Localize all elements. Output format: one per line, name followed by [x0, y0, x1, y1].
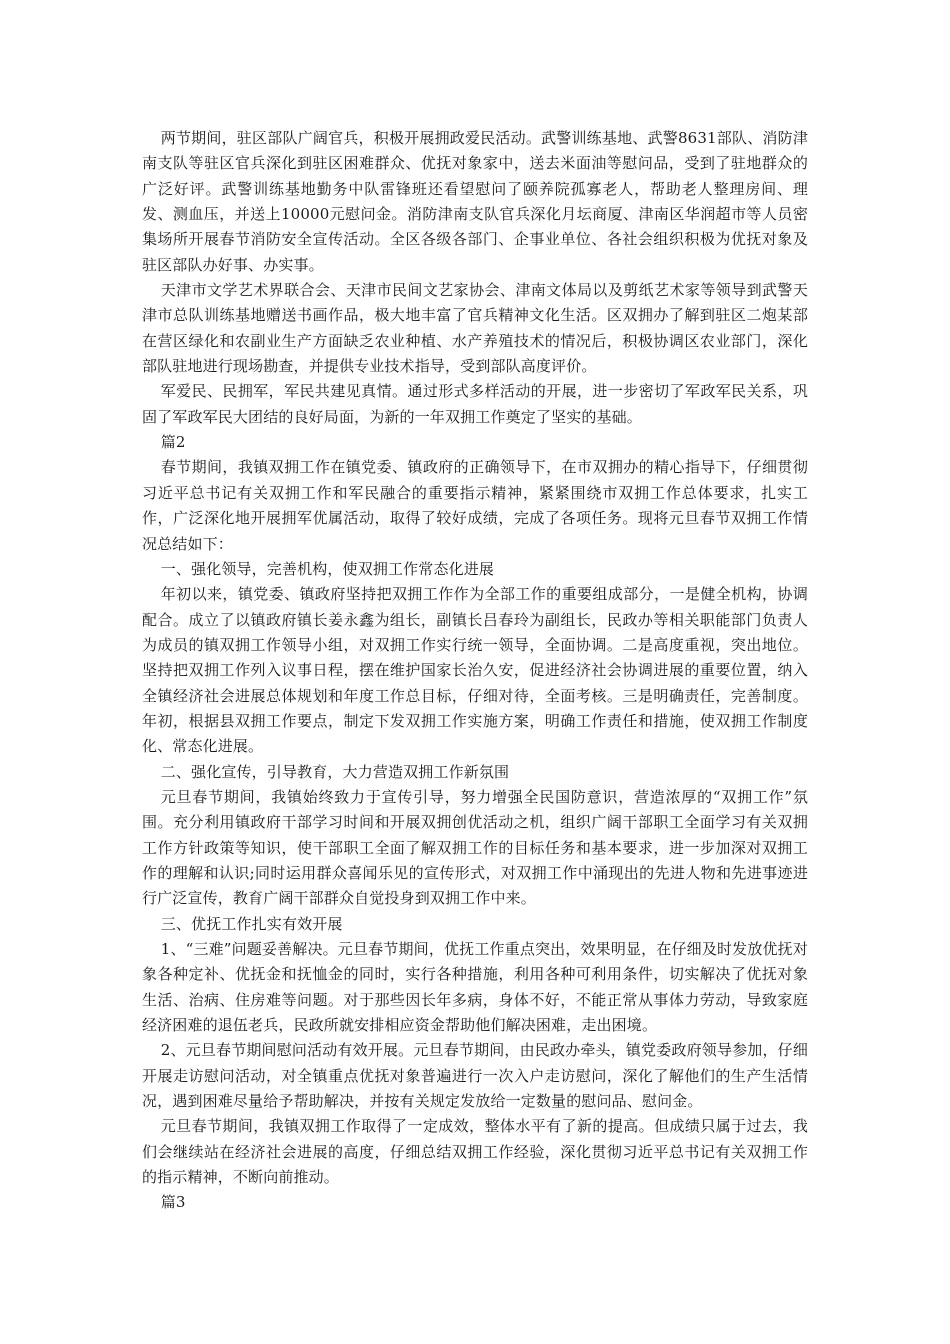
section-label-pian3: 篇3 [160, 1193, 186, 1212]
heading-three: 三、优抚工作扎实有效开展 [160, 914, 343, 933]
paragraph-8: 2、元旦春节期间慰问活动有效开展。元旦春节期间，由民政办牵头，镇党委政府领导参加，仔细开展走访慰问活动，对全镇重点优抚对象普遍进行一次入户走访慰问，深化了解他们的生产生活情况，遇到困难尽量给予帮助解决，并按有关规定发放给一定数量的慰问品、慰问金。 [142, 1041, 808, 1111]
paragraph-1: 两节期间，驻区部队广阔官兵，积极开展拥政爱民活动。武警训练基地、武警8631部队、消防津南支队等驻区官兵深化到驻区困难群众、优抚对象家中，送去米面油等慰问品，受到了驻地群众的广泛好评。武警训练基地勤务中队雷锋班还看望慰问了颐养院孤寡老人，帮助老人整理房间、理发、测血压，并送上10000元慰问金。消防津南支队官兵深化月坛商厦、津南区华润超市等人员密集场所开展春节消防安全宣传活动。全区各级各部门、企事业单位、各社会组织积极为优抚对象及驻区部队办好事、办实事。 [142, 129, 808, 274]
heading-two: 二、强化宣传，引导教育，大力营造双拥工作新氛围 [160, 762, 510, 781]
document-page [142, 126, 808, 1216]
section-label-pian2: 篇2 [160, 433, 186, 452]
paragraph-5: 年初以来，镇党委、镇政府坚持把双拥工作作为全部工作的重要组成部分，一是健全机构，协调配合。成立了以镇政府镇长姜永鑫为组长，副镇长吕春玲为副组长，民政办等相关职能部门负责人为成员的镇双拥工作领导小组，对双拥工作实行统一领导，全面协调。二是高度重视，突出地位。坚持把双拥工作列入议事日程，摆在维护国家长治久安，促进经济社会协调进展的重要位置，纳入全镇经济社会进展总体规划和年度工作总目标，仔细对待，全面考核。三是明确责任，完善制度。年初，根据县双拥工作要点，制定下发双拥工作实施方案，明确工作责任和措施，使双拥工作制度化、常态化进展。 [142, 585, 808, 756]
paragraph-9: 元旦春节期间，我镇双拥工作取得了一定成效，整体水平有了新的提高。但成绩只属于过去，我们会继续站在经济社会进展的高度，仔细总结双拥工作经验，深化贯彻习近平总书记有关双拥工作的指示精神，不断向前推动。 [142, 1117, 808, 1187]
paragraph-3: 军爱民、民拥军，军民共建见真情。通过形式多样活动的开展，进一步密切了军政军民关系，巩固了军政军民大团结的良好局面，为新的一年双拥工作奠定了坚实的基础。 [142, 382, 808, 426]
paragraph-2: 天津市文学艺术界联合会、天津市民间文艺家协会、津南文体局以及剪纸艺术家等领导到武警天津市总队训练基地赠送书画作品，极大地丰富了官兵精神文化生活。区双拥办了解到驻区二炮某部在营区绿化和农副业生产方面缺乏农业种植、水产养殖技术的情况后，积极协调区农业部门，深化部队驻地进行现场勘查，并提供专业技术指导，受到部队高度评价。 [142, 281, 808, 376]
heading-one: 一、强化领导，完善机构，使双拥工作常态化进展 [160, 559, 495, 578]
paragraph-6: 元旦春节期间，我镇始终致力于宣传引导，努力增强全民国防意识，营造浓厚的“双拥工作”氛围。充分利用镇政府干部学习时间和开展双拥创优活动之机，组织广阔干部职工全面学习有关双拥工作方针政策等知识，使干部职工全面了解双拥工作的目标任务和基本要求，进一步加深对双拥工作的理解和认识;同时运用群众喜闻乐见的宣传形式，对双拥工作中涌现出的先进人物和先进事迹进行广泛宣传，教育广阔干部群众自觉投身到双拥工作中来。 [142, 787, 808, 908]
paragraph-7: 1、“三难”问题妥善解决。元旦春节期间，优抚工作重点突出，效果明显，在仔细及时发放优抚对象各种定补、优抚金和抚恤金的同时，实行各种措施，利用各种可利用条件，切实解决了优抚对象生活、治病、住房难等问题。对于那些因长年多病，身体不好，不能正常从事体力劳动，导致家庭经济困难的退伍老兵，民政所就安排相应资金帮助他们解决困难，走出困境。 [142, 940, 808, 1035]
paragraph-4: 春节期间，我镇双拥工作在镇党委、镇政府的正确领导下，在市双拥办的精心指导下，仔细贯彻习近平总书记有关双拥工作和军民融合的重要指示精神，紧紧围绕市双拥工作总体要求，扎实工作，广泛深化地开展拥军优属活动，取得了较好成绩，完成了各项任务。现将元旦春节双拥工作情况总结如下： [142, 458, 808, 553]
